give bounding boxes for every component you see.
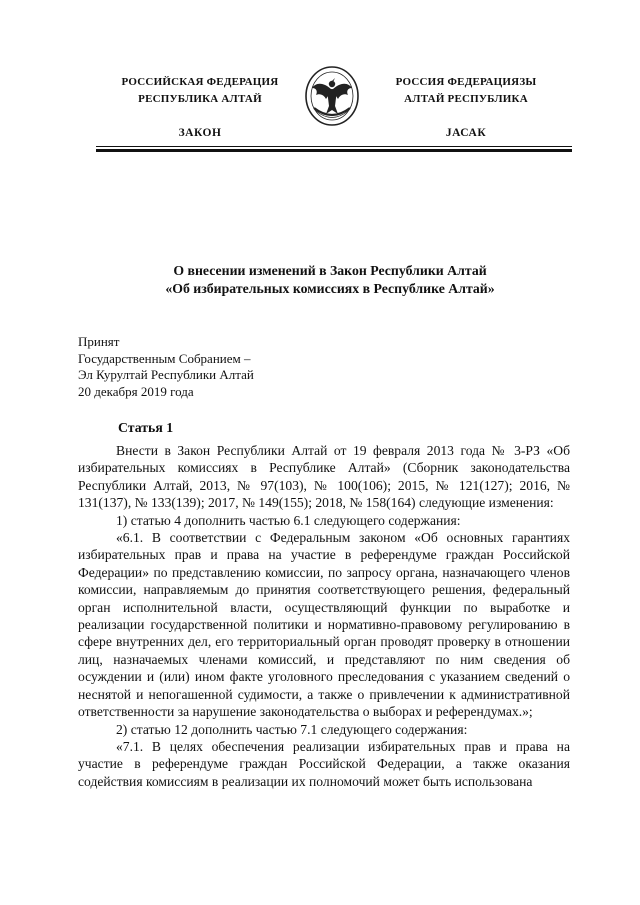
header-right-law: JАСАК [445,127,487,139]
header-right [366,74,566,142]
adopted-line3: Эл Курултай Республики Алтай [78,367,254,382]
document-title [80,262,580,298]
adopted-date: 20 декабря 2019 года [78,383,194,399]
article-heading: Статья 1 [118,420,174,435]
article-paragraph: «7.1. В целях обеспечения реализации избирательных прав и права на участие в референдуме граждан Российской Федерации, а также оказания содействия комиссиям в реализации их полномочий может быть использована [78,738,570,789]
title-line1: О внесении изменений в Закон Республики Алтай [173,263,487,278]
adopted-line1: Принят [78,334,120,349]
article-paragraph: Внести в Закон Республики Алтай от 19 февраля 2013 года № 3-РЗ «Об избирательных комиссиях в Республике Алтай» (Сборник законодательства Республики Алтай, 2013, № 97(103), № 100(106); 2015, № 121(127); 2016, № 131(137), № 133(139); 2017, № 149(155); 2018, № 158(164) следующие изменения: [78,443,570,511]
header-right-line2: АЛТАЙ РЕСПУБЛИКА [404,93,528,105]
adopted-line2: Государственным Собранием – [78,350,251,366]
adoption-block [78,334,254,400]
header-left-line2: РЕСПУБЛИКА АЛТАЙ [138,93,262,105]
article-paragraph: 2) статью 12 дополнить частью 7.1 следующего содержания: [116,721,468,737]
header-left [100,74,300,142]
article-paragraph: 1) статью 4 дополнить частью 6.1 следующего содержания: [116,512,461,528]
article-body [78,442,570,790]
title-line2: «Об избирательных комиссиях в Республике Алтай» [165,281,495,296]
header-divider-thick [96,149,572,152]
header-divider-thin [96,146,572,147]
header-left-line1: РОССИЙСКАЯ ФЕДЕРАЦИЯ [121,76,279,88]
article-paragraph: «6.1. В соответствии с Федеральным законом «Об основных гарантиях избирательных прав и права на участие в референдуме граждан Российской Федерации» по представлению комиссии, по запросу органа, назначающего членов комиссии, направляемым до принятия соответствующего решения, федеральный орган исполнительной власти, осуществляющий функции по выработке и реализации государственной политики и нормативно-правовому регулированию в сфере внутренних дел, его территориальный орган проводят проверку в отношении лиц, назначаемых членами комиссий, и представляют по ним сведения об осуждении и (или) ином факте уголовного преследования с указанием сведений о неснятой и непогашенной судимости, а также о привлечении к административной ответственности за нарушение законодательства о выборах и референдумах.»; [78,530,570,720]
header-left-law: ЗАКОН [178,127,222,139]
coat-of-arms-icon [302,64,362,128]
header-right-line1: РОССИЯ ФЕДЕРАЦИЯЗЫ [395,76,537,88]
